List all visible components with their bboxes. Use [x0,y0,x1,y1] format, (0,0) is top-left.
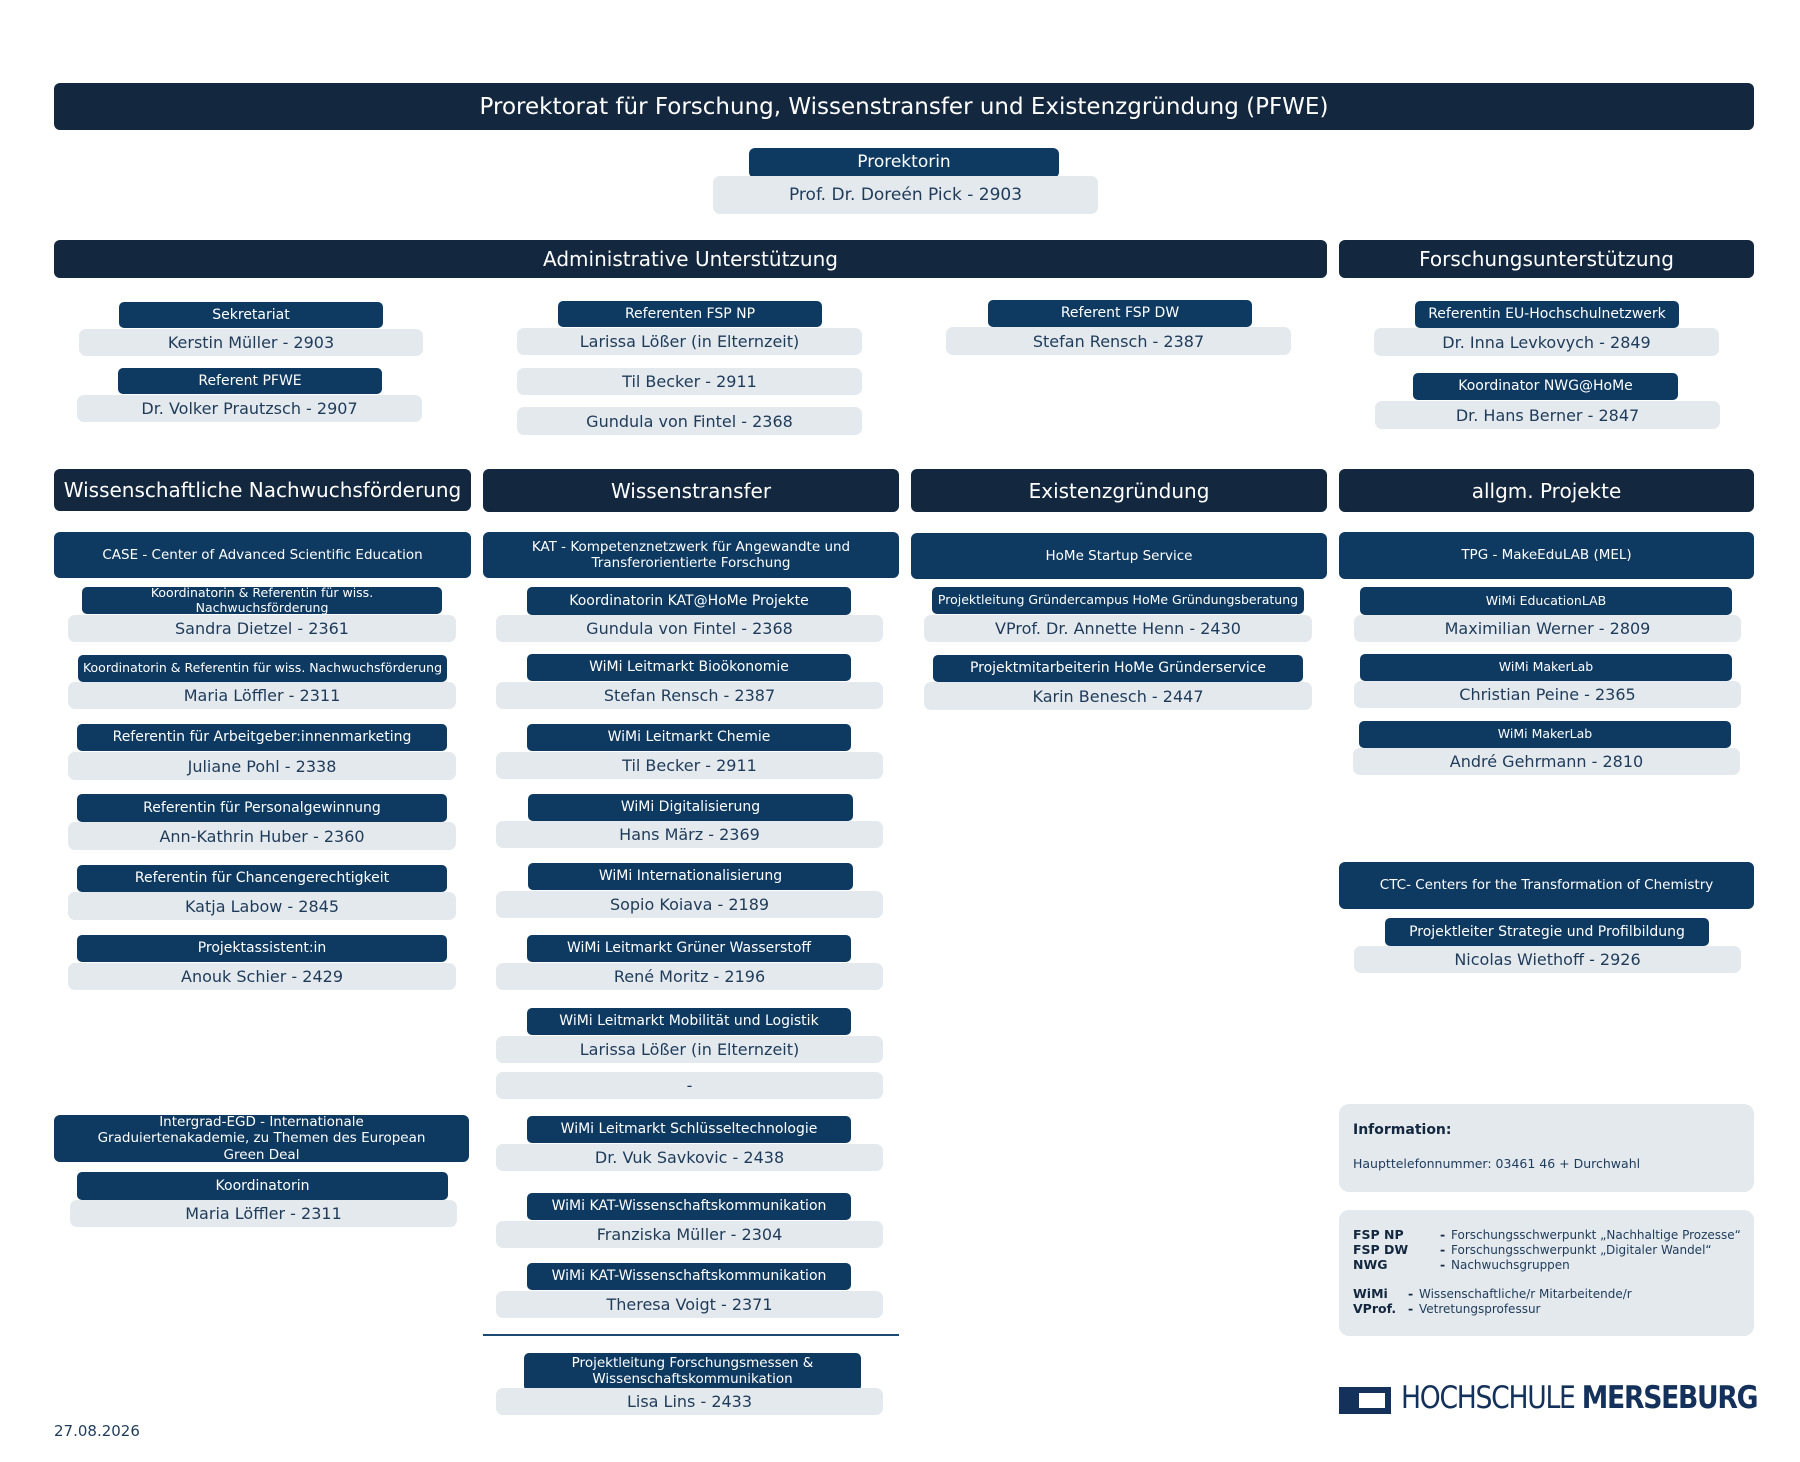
fsp-dw-name: Stefan Rensch - 2387 [946,327,1291,355]
nachwuchs-name: Anouk Schier - 2429 [68,963,456,990]
transfer-name: Til Becker - 2911 [496,752,883,779]
glossary-value: Wissenschaftliche/r Mitarbeitende/r [1419,1287,1632,1301]
info-title: Information: [1353,1122,1452,1138]
logo-text-part1: HOCHSCHULE [1401,1380,1575,1416]
intergrad-project: Intergrad-EGD - Internationale Graduiertenakademie, zu Themen des European Green Deal [54,1115,469,1162]
fsp-np-name: Larissa Lößer (in Elternzeit) [517,328,862,355]
intergrad-role: Koordinatorin [77,1172,448,1200]
transfer-role: WiMi Leitmarkt Grüner Wasserstoff [527,935,851,962]
transfer-role: WiMi KAT-Wissenschaftskommunikation [527,1263,851,1290]
mel-project: TPG - MakeEduLAB (MEL) [1339,532,1754,579]
nachwuchs-role: Referentin für Personalgewinnung [77,794,447,822]
startup-project: HoMe Startup Service [911,533,1327,579]
existenz-name: VProf. Dr. Annette Henn - 2430 [924,615,1312,642]
nachwuchs-role: Koordinatorin & Referentin für wiss. Nachwuchsförderung [78,655,447,682]
nachwuchs-name: Ann-Kathrin Huber - 2360 [68,822,456,850]
referent-pfwe-role: Referent PFWE [118,368,382,394]
transfer-separator [483,1334,899,1336]
nachwuchs-name: Katja Labow - 2845 [68,892,456,920]
eu-netzwerk-name: Dr. Inna Levkovych - 2849 [1374,328,1719,356]
prorektor-name: Prof. Dr. Doreén Pick - 2903 [713,176,1098,214]
transfer-role: WiMi Leitmarkt Schlüsseltechnologie [527,1116,851,1143]
main-title: Prorektorat für Forschung, Wissenstransfer und Existenzgründung (PFWE) [54,83,1754,130]
projekte-name: Christian Peine - 2365 [1354,681,1741,708]
glossary-value: Forschungsschwerpunkt „Nachhaltige Prozesse“ [1451,1228,1741,1242]
transfer-name: Theresa Voigt - 2371 [496,1291,883,1318]
nachwuchs-role: Referentin für Arbeitgeber:innenmarketing [77,724,447,751]
glossary-key: FSP NP [1353,1227,1404,1242]
sekretariat-name: Kerstin Müller - 2903 [79,329,423,356]
eu-netzwerk-role: Referentin EU-Hochschulnetzwerk [1415,301,1679,328]
messen-name: Lisa Lins - 2433 [496,1388,883,1415]
glossary-key: NWG [1353,1257,1388,1272]
forschung-section-title: Forschungsunterstützung [1339,240,1754,278]
transfer-name: Dr. Vuk Savkovic - 2438 [496,1144,883,1171]
transfer-name: Hans März - 2369 [496,821,883,848]
projekte-name: André Gehrmann - 2810 [1353,748,1740,775]
logo-mark-icon [1339,1387,1391,1414]
glossary-dash: - [1408,1301,1414,1316]
glossary-dash: - [1440,1257,1446,1272]
ctc-role: Projektleiter Strategie und Profilbildung [1385,918,1709,946]
glossary-value: Forschungsschwerpunkt „Digitaler Wandel“ [1451,1243,1712,1257]
kat-project: KAT - Kompetenznetzwerk für Angewandte und Transferorientierte Forschung [483,532,899,578]
transfer-role: Koordinatorin KAT@HoMe Projekte [527,587,851,615]
transfer-name-placeholder: - [496,1072,883,1099]
ctc-name: Nicolas Wiethoff - 2926 [1354,946,1741,973]
nachwuchs-name: Sandra Dietzel - 2361 [68,615,456,642]
fsp-np-name: Gundula von Fintel - 2368 [517,407,862,435]
projekte-role: WiMi MakerLab [1359,721,1731,748]
projekte-role: WiMi EducationLAB [1360,587,1732,615]
transfer-role: WiMi Leitmarkt Chemie [527,724,851,751]
transfer-section-title: Wissenstransfer [483,469,899,512]
transfer-role: WiMi KAT-Wissenschaftskommunikation [527,1193,851,1220]
glossary-value: Vetretungsprofessur [1419,1302,1541,1316]
referent-pfwe-name: Dr. Volker Prautzsch - 2907 [77,395,422,422]
existenz-section-title: Existenzgründung [911,469,1327,512]
glossary-key: VProf. [1353,1301,1397,1316]
projekte-name: Maximilian Werner - 2809 [1354,615,1741,642]
glossary-key: WiMi [1353,1286,1388,1301]
case-project: CASE - Center of Advanced Scientific Education [54,532,471,578]
nachwuchs-name: Maria Löffler - 2311 [68,682,456,709]
nachwuchs-role: Projektassistent:in [77,935,447,962]
transfer-role: WiMi Leitmarkt Mobilität und Logistik [527,1008,851,1035]
info-text: Haupttelefonnummer: 03461 46 + Durchwahl [1353,1156,1641,1171]
transfer-name: Gundula von Fintel - 2368 [496,615,883,642]
projekte-role: WiMi MakerLab [1360,654,1732,681]
existenz-name: Karin Benesch - 2447 [924,682,1312,710]
transfer-role: WiMi Internationalisierung [528,863,853,890]
prorektor-role: Prorektorin [749,148,1059,178]
projekte-section-title: allgm. Projekte [1339,469,1754,512]
fsp-dw-role: Referent FSP DW [988,300,1252,327]
glossary-key: FSP DW [1353,1242,1409,1257]
fsp-np-name: Til Becker - 2911 [517,368,862,395]
messen-role: Projektleitung Forschungsmessen & Wissenschaftskommunikation [524,1353,861,1391]
transfer-name: Franziska Müller - 2304 [496,1221,883,1248]
glossary-dash: - [1408,1286,1414,1301]
sekretariat-role: Sekretariat [119,302,383,328]
glossary-dash: - [1440,1242,1446,1257]
nachwuchs-role: Referentin für Chancengerechtigkeit [77,865,447,892]
nachwuchs-section-title: Wissenschaftliche Nachwuchsförderung [54,469,471,511]
glossary-value: Nachwuchsgruppen [1451,1258,1570,1272]
transfer-role: WiMi Leitmarkt Bioökonomie [527,654,851,681]
date: 27.08.2026 [54,1422,140,1440]
transfer-role: WiMi Digitalisierung [528,794,853,821]
fsp-np-role: Referenten FSP NP [558,301,822,327]
nwg-role: Koordinator NWG@HoMe [1413,373,1678,400]
nwg-name: Dr. Hans Berner - 2847 [1375,401,1720,429]
nachwuchs-role: Koordinatorin & Referentin für wiss. Nachwuchsförderung [82,587,442,614]
glossary-dash: - [1440,1227,1446,1242]
transfer-name: Larissa Lößer (in Elternzeit) [496,1036,883,1063]
existenz-role: Projektleitung Gründercampus HoMe Gründungsberatung [932,587,1304,614]
glossary-box [1339,1210,1754,1336]
intergrad-name: Maria Löffler - 2311 [70,1200,457,1227]
ctc-project: CTC- Centers for the Transformation of Chemistry [1339,862,1754,909]
admin-section-title: Administrative Unterstützung [54,240,1327,278]
existenz-role: Projektmitarbeiterin HoMe Gründerservice [933,655,1303,682]
nachwuchs-name: Juliane Pohl - 2338 [68,752,456,780]
logo [1339,1380,1758,1418]
transfer-name: Sopio Koiava - 2189 [496,891,883,918]
logo-text [1401,1380,1757,1416]
transfer-name: Stefan Rensch - 2387 [496,682,883,709]
transfer-name: René Moritz - 2196 [496,963,883,990]
info-box [1339,1104,1754,1192]
logo-text-part2: MERSEBURG [1581,1380,1758,1416]
